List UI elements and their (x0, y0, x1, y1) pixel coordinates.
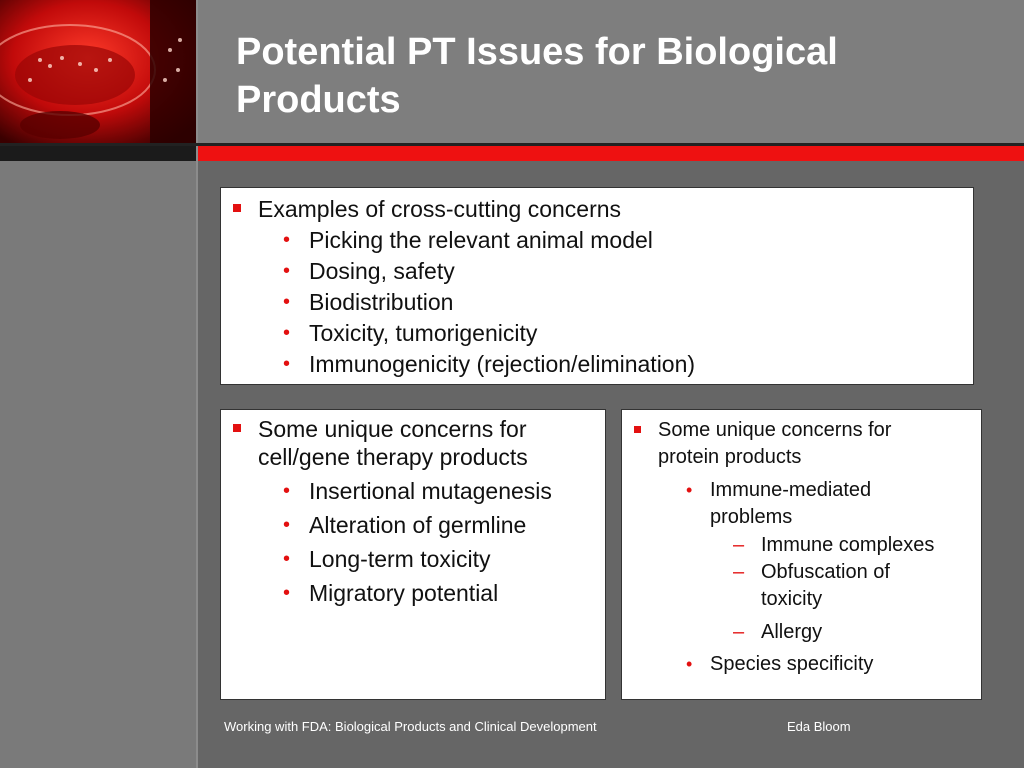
list-item (686, 651, 874, 678)
list-item (283, 257, 455, 285)
list-item (283, 319, 538, 347)
item-text: Insertional mutagenesis (309, 478, 552, 504)
list-item (258, 195, 621, 223)
list-item (658, 417, 958, 471)
list-item (283, 350, 696, 378)
item-text: Some unique concerns for protein products (658, 419, 892, 468)
list-item (283, 545, 491, 573)
item-text: Immune-mediated problems (710, 479, 872, 528)
item-text: Obfuscation of toxicity (761, 561, 890, 610)
dot-bullet-icon: • (686, 480, 693, 500)
dash-bullet-icon: – (733, 621, 745, 643)
item-text: Long-term toxicity (309, 546, 491, 572)
item-text: Immune complexes (761, 534, 935, 556)
dot-bullet-icon: • (283, 480, 291, 502)
item-text: Dosing, safety (309, 258, 455, 284)
header-photo (0, 0, 196, 146)
dot-bullet-icon: • (283, 229, 291, 251)
dot-bullet-icon: • (283, 582, 291, 604)
item-text: Alteration of germline (309, 512, 527, 538)
list-item (283, 511, 527, 539)
item-text: Species specificity (710, 653, 874, 675)
dot-bullet-icon: • (283, 322, 291, 344)
dark-rule (0, 146, 196, 161)
list-item (686, 477, 940, 531)
item-text: Some unique concerns for cell/gene therapy products (258, 416, 528, 470)
list-item (258, 415, 588, 471)
dot-bullet-icon: • (283, 548, 291, 570)
dot-bullet-icon: • (283, 291, 291, 313)
dash-bullet-icon: – (733, 534, 745, 556)
footer-left: Working with FDA: Biological Products and Clinical Development (224, 719, 597, 734)
square-bullet-icon (233, 204, 241, 212)
list-item (733, 559, 951, 613)
item-text: Allergy (761, 621, 823, 643)
top-content-box (220, 187, 974, 385)
right-content-box (621, 409, 982, 700)
dot-bullet-icon: • (283, 260, 291, 282)
dot-bullet-icon: • (283, 514, 291, 536)
item-text: Toxicity, tumorigenicity (309, 320, 538, 346)
dash-bullet-icon: – (733, 561, 745, 583)
list-item (283, 477, 552, 505)
list-item (283, 226, 653, 254)
square-bullet-icon (233, 424, 241, 432)
slide-title: Potential PT Issues for Biological Products (236, 31, 838, 121)
square-bullet-icon (634, 426, 641, 433)
item-text: Migratory potential (309, 580, 499, 606)
left-content-box (220, 409, 606, 700)
dot-bullet-icon: • (686, 654, 693, 674)
list-item (283, 579, 499, 607)
item-text: Picking the relevant animal model (309, 227, 653, 253)
item-text: Immunogenicity (rejection/elimination) (309, 351, 696, 377)
footer-right: Eda Bloom (787, 719, 851, 734)
dot-bullet-icon: • (283, 353, 291, 375)
list-item (733, 532, 935, 559)
list-item (733, 619, 823, 646)
red-rule (198, 146, 1024, 161)
item-text: Biodistribution (309, 289, 454, 315)
list-item (283, 288, 454, 316)
item-text: Examples of cross-cutting concerns (258, 196, 622, 222)
